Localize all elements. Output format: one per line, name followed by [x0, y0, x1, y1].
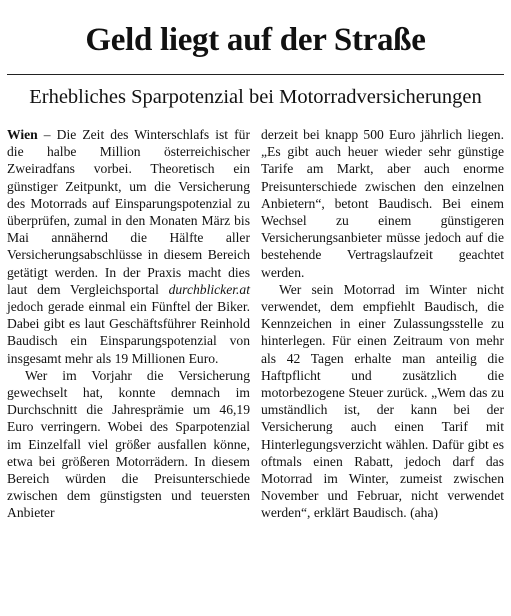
- paragraph-1-text-a: – Die Zeit des Winterschlafs ist für die halbe Million österreichischer Zweiradfans vorbei. Theoretisch ein günstiger Zeitpunkt, um die Versicherung des Motorrads auf Einsparungspotenzial zu überprüfen, zumal in den Monaten März bis Mai annähernd die Hälfte aller Versicherungsabschlüsse in diesem Bereich getätigt werden. In der Praxis macht dies laut dem Vergleichsportal: [7, 127, 250, 297]
- dateline: Wien: [7, 127, 38, 142]
- column-left: [7, 126, 250, 522]
- source-name: durchblicker.at: [168, 281, 250, 297]
- paragraph-3: derzeit bei knapp 500 Euro jährlich liegen. „Es gibt auch heuer wieder sehr günstige Tarife am Markt, aber auch enorme Preisunterschiede zwischen den einzelnen Anbietern“, betont Baudisch. Bei einem Wechsel zu einem günstigeren Versicherungsanbieter müsse jedoch auf die bestehende Vertragslaufzeit geachtet werden.: [261, 127, 504, 280]
- subheadline: Erhebliches Sparpotenzial bei Motorradversicherungen: [29, 86, 482, 108]
- headline: Geld liegt auf der Straße: [85, 22, 426, 58]
- article-body: [7, 126, 504, 522]
- column-right: [261, 126, 504, 522]
- paragraph-2: Wer im Vorjahr die Versicherung gewechselt hat, konnte demnach im Durchschnitt die Jahresprämie um 46,19 Euro verringern. Wobei des Sparpotenzial im Einzelfall viel größer ausfallen könne, etwa bei größeren Motorrädern. In diesem Bereich würden die Preisunterschiede zwischen dem günstigsten und teuersten Anbieter: [7, 367, 250, 521]
- paragraph-4: Wer sein Motorrad im Winter nicht verwendet, dem empfiehlt Baudisch, die Kennzeichen in einer Zulassungsstelle zu hinterlegen. Für einen Zeitraum von mehr als 42 Tagen erhalte man anteilig die Haftpflicht und zusätzlich die motorbezogene Steuer zurück. „Wem das zu umständlich ist, der kann bei der Versicherung auch einen Tarif mit Hinterlegungsverzicht wählen. Dafür gibt es oftmals einen Rabatt, jedoch darf das Motorrad im Winter, zumeist zwischen November und Februar, nicht verwendet werden“, erklärt Baudisch. (aha): [261, 281, 504, 521]
- paragraph-1: [7, 126, 250, 367]
- paragraph-1-text-b: jedoch gerade einmal ein Fünftel der Biker. Dabei gibt es laut Geschäftsführer Reinhold Baudisch ein Einsparungspotenzial von insgesamt mehr als 19 Millionen Euro.: [7, 299, 250, 366]
